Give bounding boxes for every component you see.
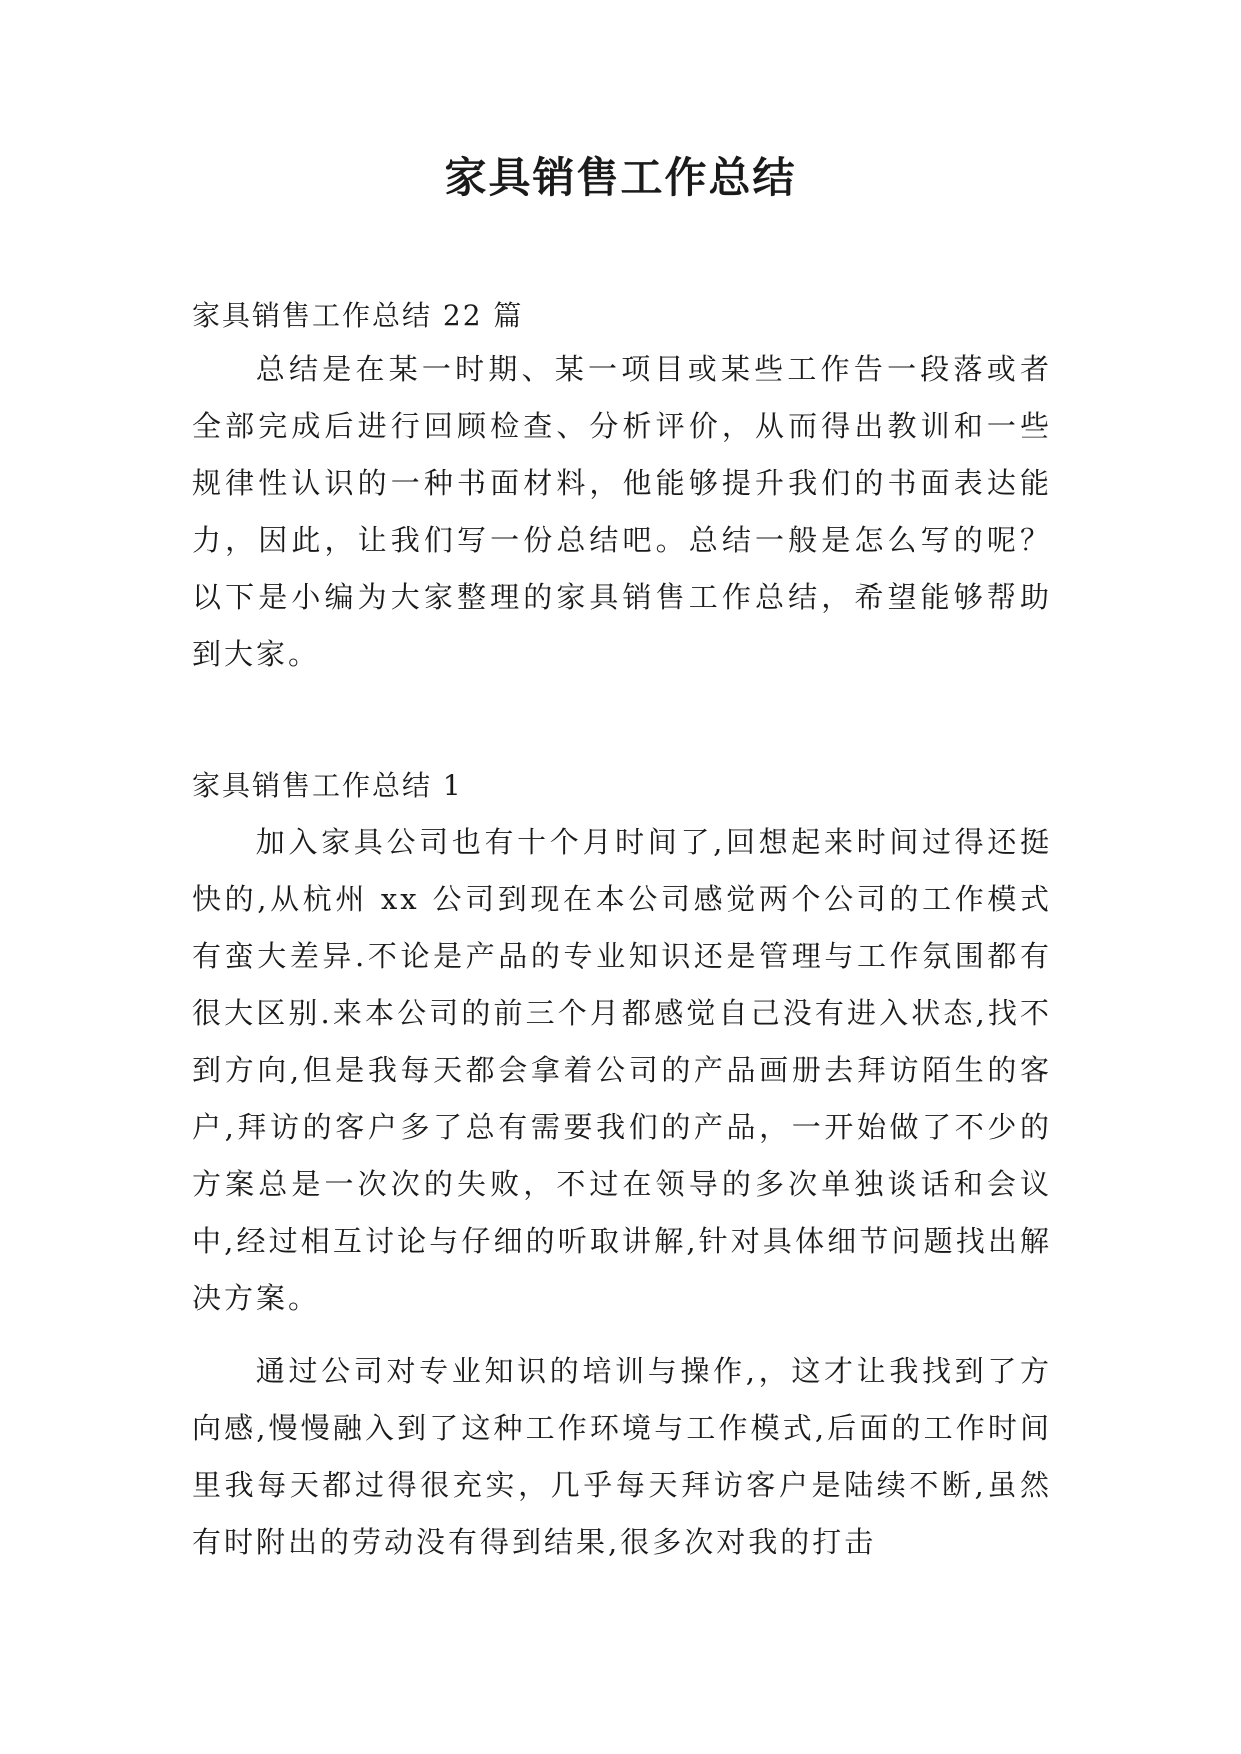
section-1-paragraph-2: 通过公司对专业知识的培训与操作,，这才让我找到了方向感,慢慢融入到了这种工作环境与工作模式,后面的工作时间里我每天都过得很充实，几乎每天拜访客户是陆续不断,虽然有时附出的劳动没有得到结果,很多次对我的打击 xyxy=(192,1354,1052,1559)
intro-paragraph: 总结是在某一时期、某一项目或某些工作告一段落或者全部完成后进行回顾检查、分析评价，从而得出教训和一些规律性认识的一种书面材料，他能够提升我们的书面表达能力，因此，让我们写一份总结吧。总结一般是怎么写的呢？以下是小编为大家整理的家具销售工作总结，希望能够帮助到大家。 xyxy=(192,352,1052,671)
section-1-paragraph-1: 加入家具公司也有十个月时间了,回想起来时间过得还挺快的,从杭州 xx 公司到现在本公司感觉两个公司的工作模式有蛮大差异.不论是产品的专业知识还是管理与工作氛围都有很大区别.来本公司的前三个月都感觉自己没有进入状态,找不到方向,但是我每天都会拿着公司的产品画册去拜访陌生的客户,拜访的客户多了总有需要我们的产品，一开始做了不少的方案总是一次次的失败，不过在领导的多次单独谈话和会议中,经过相互讨论与仔细的听取讲解,针对具体细节问题找出解决方案。 xyxy=(192,825,1052,1315)
document-subtitle: 家具销售工作总结 22 篇 xyxy=(192,299,524,332)
document-title: 家具销售工作总结 xyxy=(444,153,797,202)
section-1-heading: 家具销售工作总结 1 xyxy=(192,769,463,802)
